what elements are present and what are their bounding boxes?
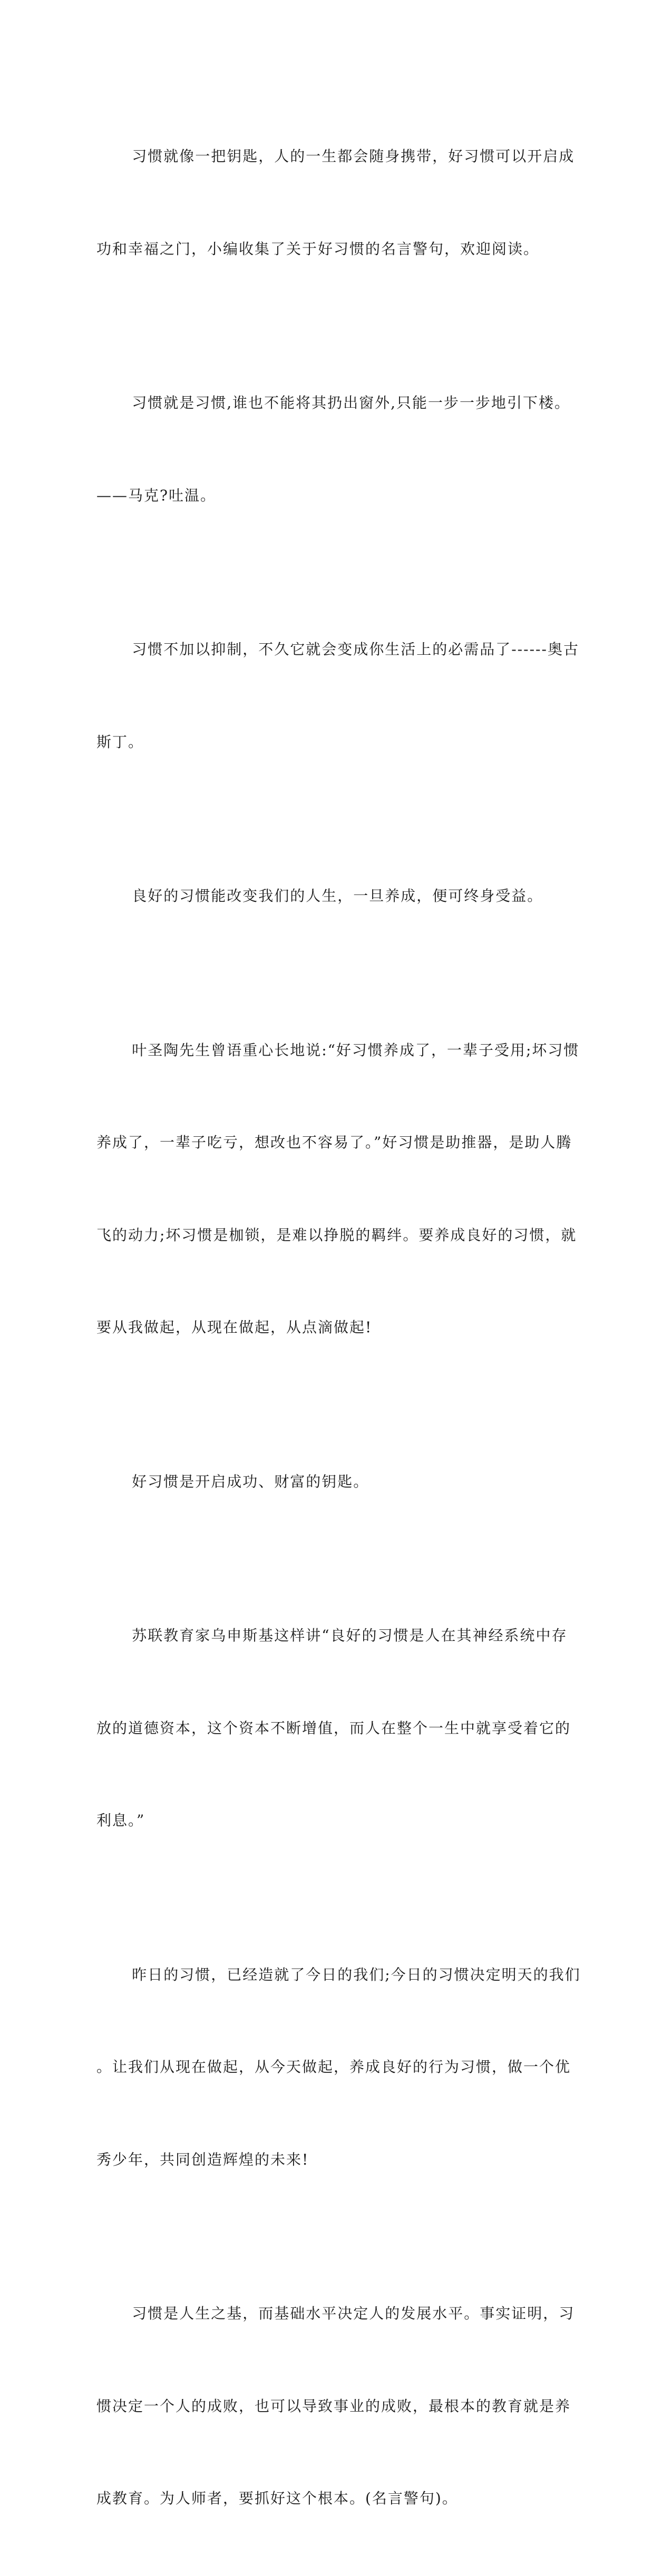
text-line: 好习惯是开启成功、财富的钥匙。 [132, 1472, 369, 1490]
paragraph-4 [96, 819, 555, 974]
text-line: 秀少年，共同创造辉煌的未来! [96, 2150, 309, 2168]
text-line: 功和幸福之门，小编收集了关于好习惯的名言警句，欢迎阅读。 [96, 240, 540, 258]
text-line: 叶圣陶先生曾语重心长地说:“好习惯养成了，一辈子受用;坏习惯 [132, 1041, 580, 1059]
text-line: 苏联教育家乌申斯基这样讲“良好的习惯是人在其神经系统中存 [132, 1627, 568, 1644]
text-line: 飞的动力;坏习惯是枷锁，是难以挣脱的羁绊。要养成良好的习惯，就 [96, 1226, 577, 1244]
text-line: 习惯是人生之基，而基础水平决定人的发展水平。事实证明，习 [132, 2305, 575, 2322]
paragraph-8 [96, 1898, 581, 2237]
text-line: 养成了，一辈子吃亏，想改也不容易了。”好习惯是助推器，是助人腾 [96, 1134, 572, 1151]
paragraph-6 [96, 1405, 555, 1559]
text-line: 习惯就是习惯,谁也不能将其扔出窗外,只能一步一步地引下楼。 [132, 394, 570, 411]
text-line: 昨日的习惯，已经造就了今日的我们;今日的习惯决定明天的我们 [132, 1965, 581, 1983]
text-line: 惯决定一个人的成败，也可以导致事业的成败，最根本的教育就是养 [96, 2397, 571, 2415]
paragraph-2 [96, 326, 570, 573]
paragraph-3 [96, 573, 579, 819]
text-line: 要从我做起，从现在做起，从点滴做起! [96, 1319, 373, 1336]
document-body [96, 80, 581, 2576]
text-line: 习惯不加以抑制，不久它就会变成你生活上的必需品了------奥古 [132, 641, 579, 658]
paragraph-5 [96, 974, 580, 1405]
text-line: 斯丁。 [96, 733, 144, 751]
text-line: 。让我们从现在做起，从今天做起，养成良好的行为习惯，做一个优 [96, 2058, 571, 2076]
paragraph-7 [96, 1559, 571, 1898]
text-line: 习惯就像一把钥匙，人的一生都会随身携带，好习惯可以开启成 [132, 148, 575, 165]
paragraph-9 [96, 2237, 575, 2576]
paragraph-1 [96, 80, 575, 326]
text-line: 利息。” [96, 1812, 145, 1829]
text-line: 良好的习惯能改变我们的人生，一旦养成，便可终身受益。 [132, 887, 543, 904]
text-line: 放的道德资本，这个资本不断增值，而人在整个一生中就享受着它的 [96, 1719, 571, 1737]
text-line: ——马克?吐温。 [96, 486, 217, 504]
text-line: 成教育。为人师者，要抓好这个根本。(名言警句)。 [96, 2490, 458, 2507]
